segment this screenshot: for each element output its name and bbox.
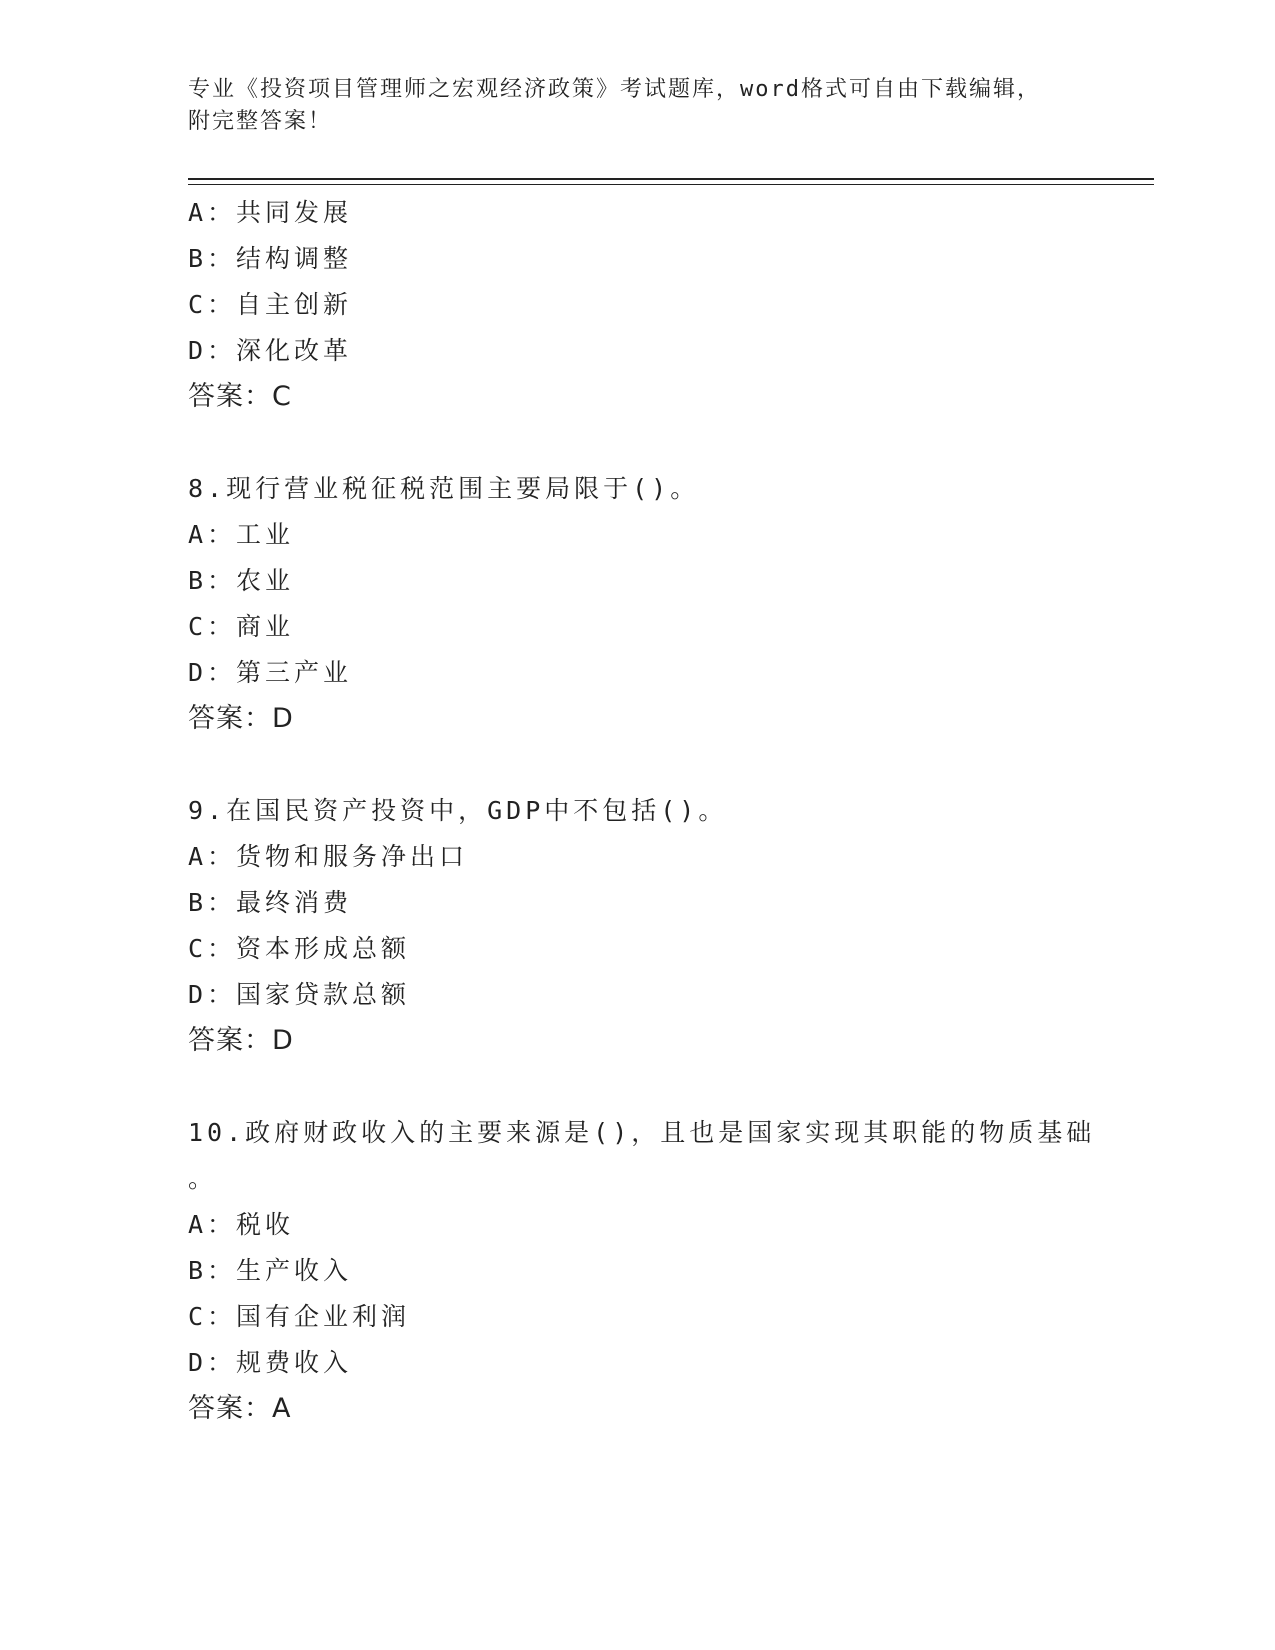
header-line-1: 专业《投资项目管理师之宏观经济政策》考试题库，word格式可自由下载编辑， (188, 77, 1041, 102)
header-line-2: 附完整答案！ (188, 109, 333, 134)
q10-stem-line-1: 10.政府财政收入的主要来源是()，且也是国家实现其职能的物质基础 (188, 1118, 1096, 1147)
q9-answer: 答案：D (188, 1025, 294, 1056)
q7-option-d: D：深化改革 (188, 336, 353, 365)
question-7-block (188, 190, 1088, 420)
q10-option-c: C：国有企业利润 (188, 1302, 411, 1331)
q10-stem-line-2: 。 (188, 1164, 218, 1193)
q8-option-b: B：农业 (188, 566, 295, 595)
q7-option-c: C：自主创新 (188, 290, 353, 319)
q10-option-a: A：税收 (188, 1210, 295, 1239)
q10-option-d: D：规费收入 (188, 1348, 353, 1377)
header-divider-thin (188, 184, 1154, 185)
question-8-block (188, 466, 1088, 742)
q8-stem: 8.现行营业税征税范围主要局限于()。 (188, 474, 700, 503)
question-10-block (188, 1110, 1096, 1432)
q7-option-b: B：结构调整 (188, 244, 353, 273)
q8-option-d: D：第三产业 (188, 658, 353, 687)
q7-option-a: A：共同发展 (188, 198, 353, 227)
question-9-block (188, 788, 1088, 1064)
q8-option-c: C：商业 (188, 612, 295, 641)
q9-option-d: D：国家贷款总额 (188, 980, 411, 1009)
q7-answer: 答案：C (188, 381, 292, 412)
q8-option-a: A：工业 (188, 520, 295, 549)
q9-option-b: B：最终消费 (188, 888, 353, 917)
q8-answer: 答案：D (188, 703, 294, 734)
question-list (188, 190, 1096, 1432)
q10-answer: 答案：A (188, 1393, 292, 1424)
q9-option-c: C：资本形成总额 (188, 934, 411, 963)
header-divider-thick (188, 178, 1154, 180)
document-header (188, 74, 1088, 138)
q9-option-a: A：货物和服务净出口 (188, 842, 469, 871)
q9-stem: 9.在国民资产投资中，GDP中不包括()。 (188, 796, 728, 825)
q10-option-b: B：生产收入 (188, 1256, 353, 1285)
